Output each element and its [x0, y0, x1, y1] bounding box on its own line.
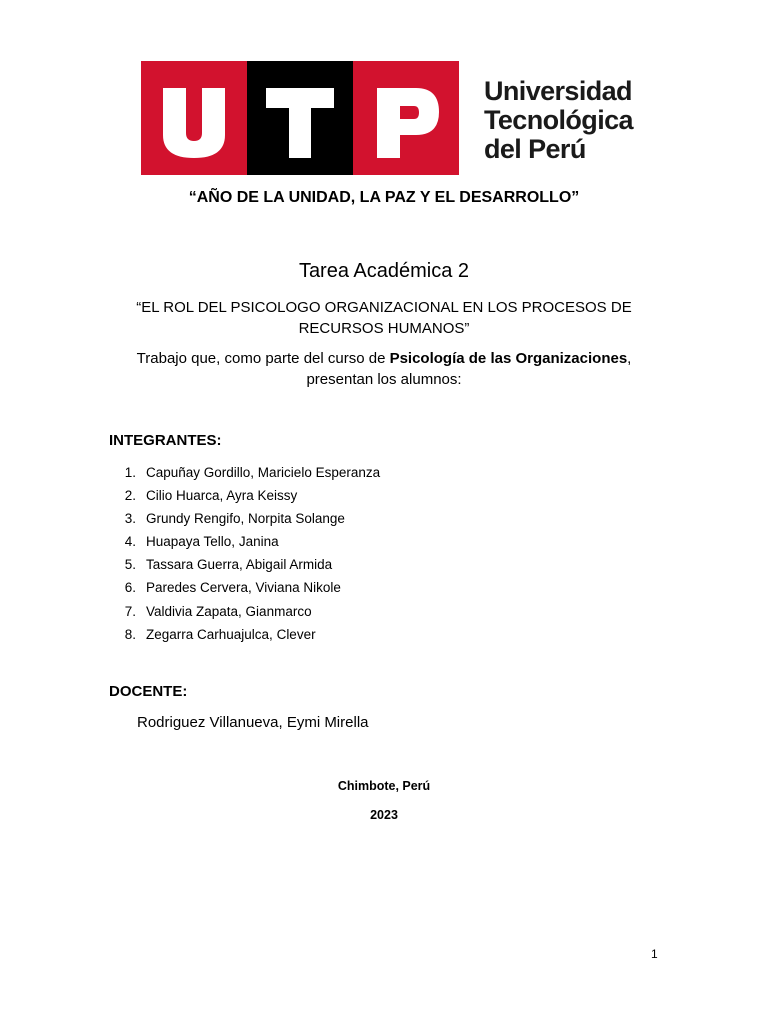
- list-number: 1.: [124, 465, 136, 480]
- work-title-line: RECURSOS HUMANOS”: [298, 320, 470, 337]
- members-heading: INTEGRANTES:: [109, 432, 222, 449]
- list-item: [109, 507, 380, 530]
- logo-letter-t-block: [247, 61, 353, 175]
- letter-u-glyph: [141, 61, 247, 175]
- intro-prefix: Trabajo que, como parte del curso de: [136, 350, 390, 367]
- member-name: Tassara Guerra, Abigail Armida: [146, 557, 333, 573]
- letter-t-glyph: [247, 61, 353, 175]
- list-item: [109, 484, 380, 507]
- work-title-line: “EL ROL DEL PSICOLOGO ORGANIZACIONAL EN LOS PROCESOS DE: [136, 299, 632, 316]
- teacher-heading: DOCENTE:: [109, 683, 188, 700]
- course-name: Psicología de las Organizaciones: [389, 350, 628, 367]
- list-number: 5.: [124, 557, 136, 573]
- list-item: [109, 461, 380, 484]
- letter-p-glyph: [353, 61, 459, 175]
- university-name-line: del Perú: [484, 134, 586, 164]
- university-name-line: Tecnológica: [484, 105, 633, 135]
- member-name: Valdivia Zapata, Gianmarco: [146, 603, 312, 619]
- university-name: [484, 77, 633, 164]
- teacher-name: Rodriguez Villanueva, Eymi Mirella: [137, 714, 369, 731]
- intro-text: [0, 348, 768, 390]
- list-item: [109, 553, 380, 576]
- list-number: 7.: [124, 603, 136, 619]
- list-number: 2.: [124, 488, 136, 504]
- members-list: [109, 461, 380, 646]
- intro-line-2: presentan los alumnos:: [306, 371, 462, 388]
- member-name: Zegarra Carhuajulca, Clever: [146, 626, 316, 642]
- member-name: Capuñay Gordillo, Maricielo Esperanza: [146, 465, 381, 480]
- list-number: 3.: [124, 511, 136, 527]
- logo-letter-p-block: [353, 61, 459, 175]
- member-name: Grundy Rengifo, Norpita Solange: [146, 511, 345, 527]
- list-number: 4.: [124, 534, 136, 550]
- intro-line-1: [0, 348, 768, 369]
- utp-logo: [141, 61, 631, 175]
- place: Chimbote, Perú: [337, 779, 431, 793]
- list-item: [109, 600, 380, 623]
- task-title: Tarea Académica 2: [298, 260, 470, 282]
- intro-suffix: ,: [627, 350, 632, 367]
- page-number: 1: [651, 947, 658, 961]
- list-item: [109, 576, 380, 599]
- logo-letter-u-block: [141, 61, 247, 175]
- year: 2023: [370, 808, 398, 822]
- work-title: [0, 297, 768, 339]
- university-name-line: Universidad: [484, 76, 632, 106]
- member-name: Paredes Cervera, Viviana Nikole: [146, 580, 341, 596]
- member-name: Cilio Huarca, Ayra Keissy: [146, 488, 298, 504]
- year-motto: “AÑO DE LA UNIDAD, LA PAZ Y EL DESARROLLO”: [188, 189, 580, 206]
- list-item: [109, 623, 380, 646]
- list-number: 6.: [124, 580, 136, 596]
- list-number: 8.: [124, 626, 136, 642]
- member-name: Huapaya Tello, Janina: [146, 534, 279, 550]
- list-item: [109, 530, 380, 553]
